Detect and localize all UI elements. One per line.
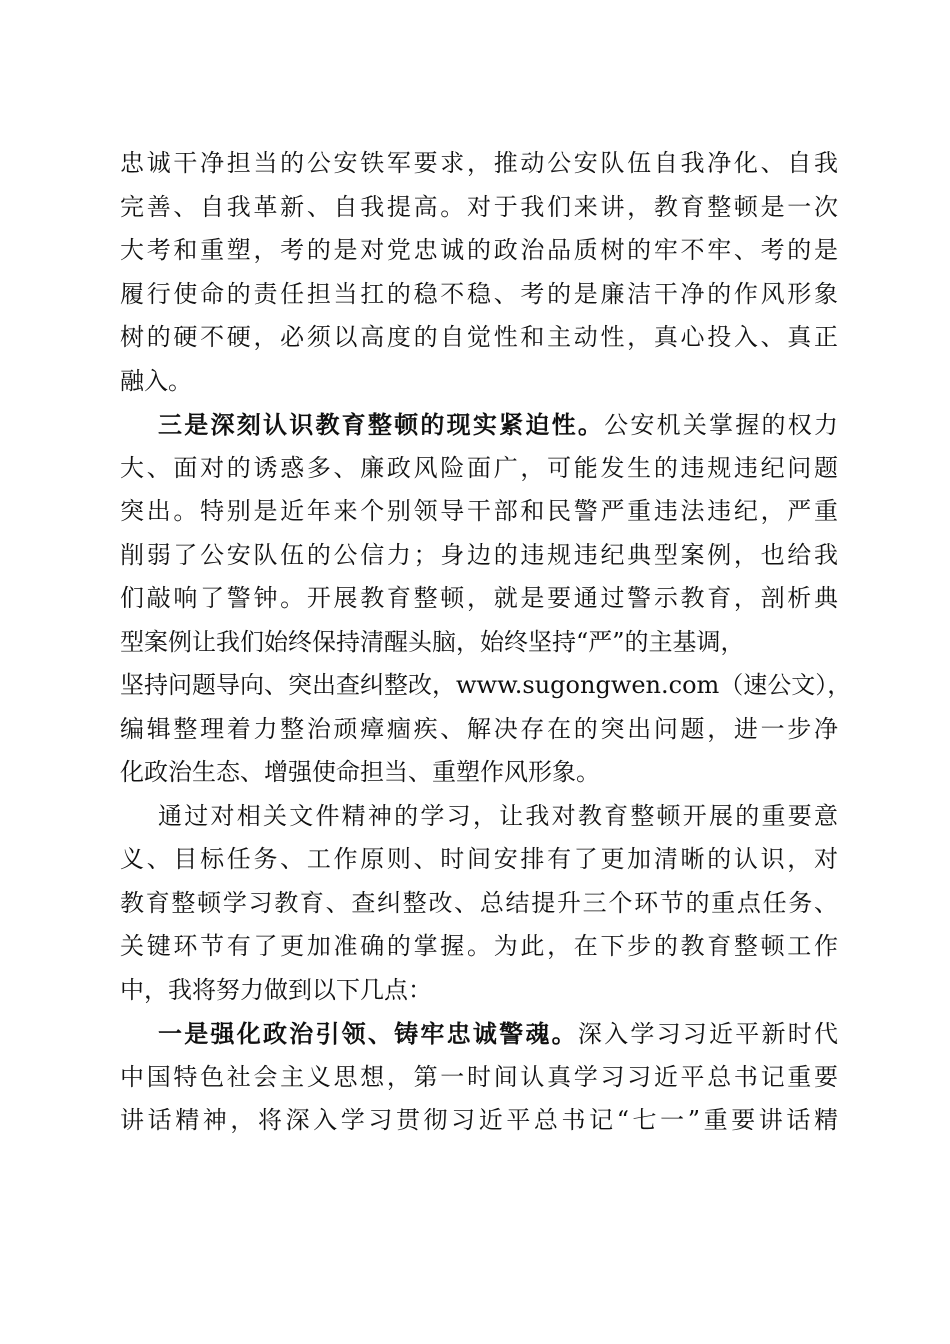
text-line — [120, 403, 838, 447]
paragraph-4 — [120, 1012, 838, 1143]
text-line: 编辑整理着力整治顽瘴痼疾、解决存在的突出问题，进一步净 — [120, 714, 838, 743]
text-line: 中国特色社会主义思想，第一时间认真学习习近平总书记重要 — [120, 1062, 838, 1091]
paragraph-2 — [120, 403, 852, 795]
text-line: 坚持问题导向、突出查纠整改，www.sugongwen.com（速公文）， — [120, 671, 852, 699]
text-line: 教育整顿学习教育、查纠整改、总结提升三个环节的重点任务、 — [120, 888, 838, 917]
text-line: 讲话精神，将深入学习贯彻习近平总书记“七一”重要讲话精 — [120, 1106, 838, 1134]
paragraph-3 — [120, 795, 838, 1013]
paragraph-lead-rest: 深入学习习近平新时代 — [577, 1020, 839, 1048]
document-body — [120, 142, 852, 1143]
paragraph-lead-rest: 公安机关掌握的权力 — [604, 411, 839, 439]
text-line: 融入。 — [120, 366, 192, 395]
text-line: 履行使命的责任担当扛的稳不稳、考的是廉洁干净的作风形象 — [120, 279, 838, 308]
text-line: 大、面对的诱惑多、廉政风险面广，可能发生的违规违纪问题 — [120, 453, 838, 482]
text-line: 关键环节有了更加准确的掌握。为此，在下步的教育整顿工作 — [120, 932, 838, 960]
text-line: 忠诚干净担当的公安铁军要求，推动公安队伍自我净化、自我 — [120, 149, 838, 177]
text-line: 们敲响了警钟。开展教育整顿，就是要通过警示教育，剖析典 — [120, 584, 838, 612]
text-line: 完善、自我革新、自我提高。对于我们来讲，教育整顿是一次 — [120, 192, 838, 221]
text-line: 化政治生态、增强使命担当、重塑作风形象。 — [120, 758, 600, 786]
text-line: 通过对相关文件精神的学习，让我对教育整顿开展的重要意 — [158, 801, 838, 830]
text-line — [120, 1012, 838, 1056]
text-line: 树的硬不硬，必须以高度的自觉性和主动性，真心投入、真正 — [120, 323, 838, 351]
paragraph-lead-heading: 三是深刻认识教育整顿的现实紧迫性。 — [158, 410, 605, 439]
text-line: 型案例让我们始终保持清醒头脑，始终坚持“严”的主基调， — [120, 627, 745, 656]
paragraph-1 — [120, 142, 838, 403]
paragraph-lead-heading: 一是强化政治引领、铸牢忠诚警魂。 — [158, 1019, 578, 1048]
text-line: 义、目标任务、工作原则、时间安排有了更加清晰的认识，对 — [120, 845, 838, 873]
text-line: 大考和重塑，考的是对党忠诚的政治品质树的牢不牢、考的是 — [120, 236, 838, 264]
text-line: 突出。特别是近年来个别领导干部和民警严重违法违纪，严重 — [120, 497, 838, 525]
text-line: 削弱了公安队伍的公信力；身边的违规违纪典型案例，也给我 — [120, 540, 838, 569]
text-line: 中，我将努力做到以下几点： — [120, 975, 432, 1004]
